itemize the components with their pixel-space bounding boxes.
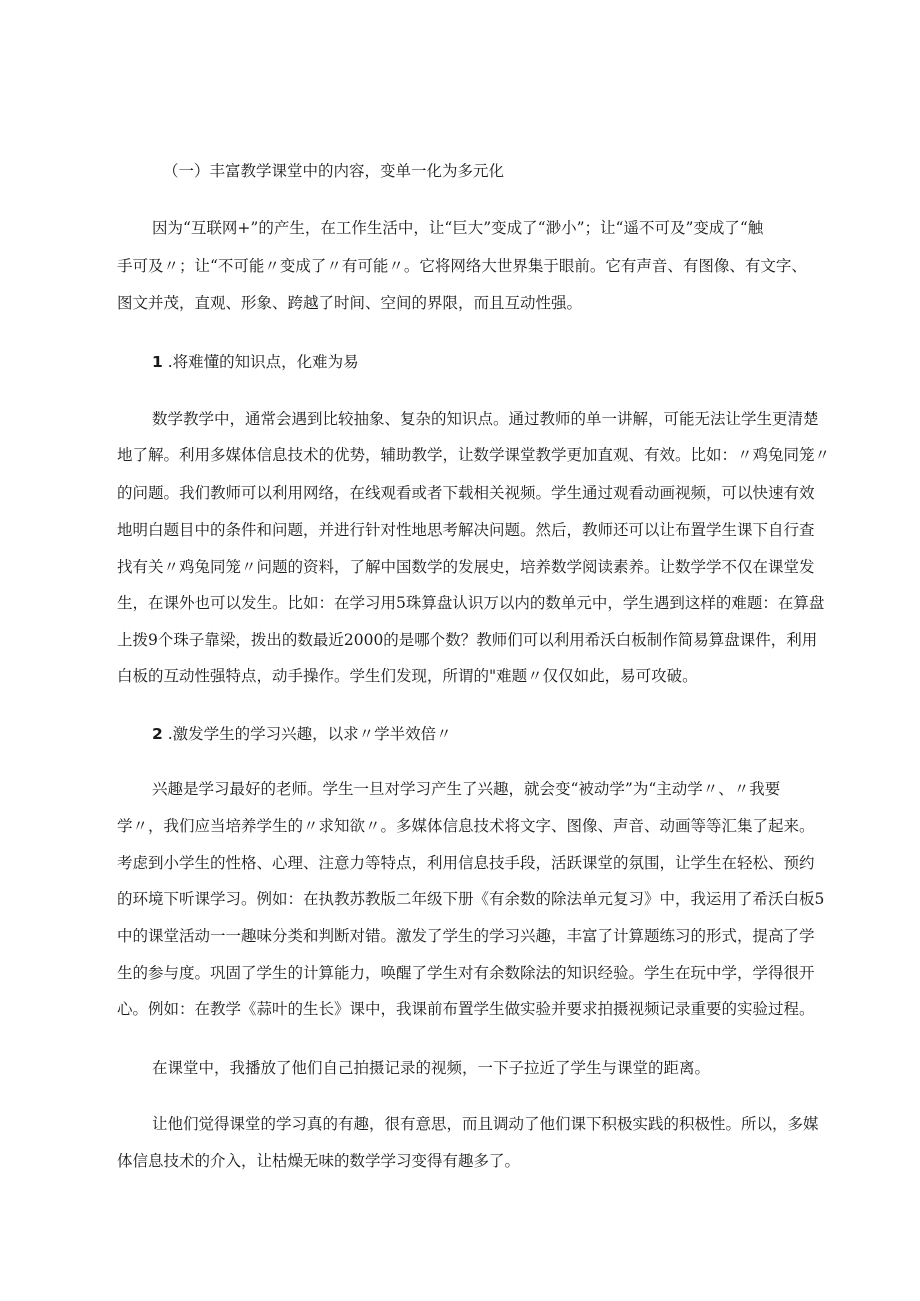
para1-line-3: 图文并茂，直观、形象、跨越了时间、空间的界限，而且互动性强。 (117, 294, 583, 312)
para3-line-4: 的环境下听课学习。例如：在执教苏教版二年级下册《有余数的除法单元复习》中，我运用了希沃白板5 (117, 890, 825, 908)
para4-line-1: 在课堂中，我播放了他们自己拍摄记录的视频，一下子拉近了学生与课堂的距离。 (152, 1059, 711, 1077)
para2-line-3: 的问题。我们教师可以利用网络，在线观看或者下载相关视频。学生通过观看动画视频，可以快速有效 (117, 484, 815, 502)
para1-line-1: 因为“互联网+”的产生，在工作生活中，让“巨大”变成了“渺小”；让“遥不可及”变成了“触 (152, 219, 764, 237)
subheading-2 (152, 724, 452, 744)
para3-line-6: 生的参与度。巩固了学生的计算能力，唤醒了学生对有余数除法的知识经验。学生在玩中学，学得很开 (117, 964, 815, 982)
para2-line-4: 地明白题目中的条件和问题，并进行针对性地思考解决问题。然后，教师还可以让布置学生课下自行查 (117, 521, 815, 539)
para3-line-1: 兴趣是学习最好的老师。学生一旦对学习产生了兴趣，就会变“被动学”为“主动学〃、〃我要 (152, 780, 781, 798)
para3-line-7: 心。例如：在教学《蒜叶的生长》课中，我课前布置学生做实验并要求拍摄视频记录重要的实验过程。 (117, 1000, 815, 1018)
subheading-1-title: .将难懂的知识点，化难为易 (167, 353, 359, 371)
para5-line-2: 体信息技术的介入，让枯燥无味的数学学习变得有趣多了。 (117, 1152, 521, 1170)
subheading-2-title: .激发学生的学习兴趣，以求〃学半效倍〃 (167, 725, 452, 743)
para3-line-2: 学〃，我们应当培养学生的〃求知欲〃。多媒体信息技术将文字、图像、声音、动画等等汇集了起来。 (117, 817, 815, 835)
subheading-1-number: 1 (152, 353, 163, 371)
para2-line-6: 生，在课外也可以发生。比如：在学习用5珠算盘认识万以内的数单元中，学生遇到这样的难题：在算盘 (117, 594, 825, 612)
para2-line-7: 上拨9个珠子靠梁，拨出的数最近2000的是哪个数？教师们可以利用希沃白板制作简易算盘课件，利用 (117, 631, 818, 649)
subheading-1 (152, 352, 359, 372)
subheading-2-number: 2 (152, 725, 163, 743)
para5-line-1: 让他们觉得课堂的学习真的有趣，很有意思，而且调动了他们课下积极实践的积极性。所以，多媒 (152, 1115, 819, 1133)
para2-line-5: 找有关〃鸡兔同笼〃问题的资料，了解中国数学的发展史，培养数学阅读素养。让数学学不仅在课堂发 (117, 558, 815, 576)
para3-line-3: 考虑到小学生的性格、心理、注意力等特点，利用信息技手段，活跃课堂的氛围，让学生在轻松、预约 (117, 854, 815, 872)
para1-line-2: 手可及〃；让“不可能〃变成了〃有可能〃。它将网络大世界集于眼前。它有声音、有图像、有文字、 (117, 257, 807, 275)
para2-line-2: 地了解。利用多媒体信息技术的优势，辅助教学，让数学课堂教学更加直观、有效。比如：〃鸡兔同笼〃 (117, 446, 831, 464)
para3-line-5: 中的课堂活动一一趣味分类和判断对错。激发了学生的学习兴趣，丰富了计算题练习的形式，提高了学 (117, 927, 815, 945)
para2-line-8: 白板的互动性强特点，动手操作。学生们发现，所谓的"难题〃仅仅如此，易可攻破。 (117, 667, 698, 685)
section-title: （一）丰富教学课堂中的内容，变单一化为多元化 (163, 162, 505, 180)
para2-line-1: 数学教学中，通常会遇到比较抽象、复杂的知识点。通过教师的单一讲解，可能无法让学生更清楚 (152, 410, 819, 428)
